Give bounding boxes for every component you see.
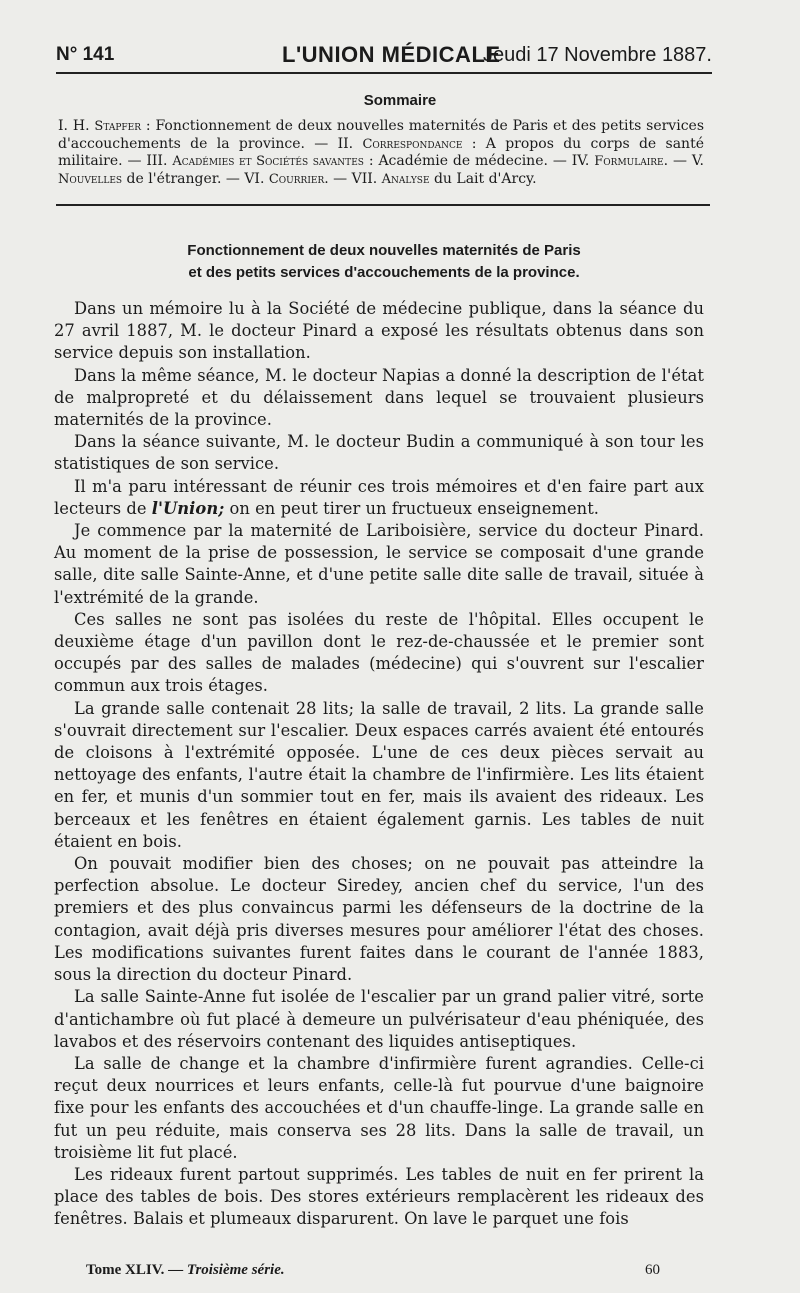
paragraph: Dans la même séance, M. le docteur Napias a donné la description de l'état de malpropreté et du délaissement dans lequel se trouvaient plusieurs maternités de la province.	[54, 365, 704, 430]
tome-label: Tome XLIV.	[86, 1262, 165, 1278]
paragraph: On pouvait modifier bien des choses; on ne pouvait pas atteindre la perfection absolue. Le docteur Siredey, ancien chef du service, l'un des premiers et des plus convaincus parmi les défenseurs de la doctrine de la contagion, avait déjà pris diverses mesures pour améliorer l'état des choses. Les modifications suivantes furent faites dans le courant de l'année 1883, sous la direction du docteur Pinard.	[54, 854, 704, 985]
paragraph: La grande salle contenait 28 lits; la salle de travail, 2 lits. La grande salle s'ouvrait directement sur l'escalier. Deux espaces carrés avaient été entourés de cloisons à l'extrémité opposée. L'une de ces deux pièces servait au nettoyage des enfants, l'autre était la chambre de l'infirmière. Les lits étaient en fer, et munis d'un sommier tout en fer, mais ils avaient des rideaux. Les berceaux et les fenêtres en étaient également garnis. Les tables de nuit étaient en bois.	[54, 698, 704, 851]
paragraph: Dans un mémoire lu à la Société de médecine publique, dans la séance du 27 avril 1887, M. le docteur Pinard a exposé les résultats obtenus dans son service depuis son installation.	[54, 299, 704, 363]
paragraph: La salle Sainte-Anne fut isolée de l'escalier par un grand palier vitré, sorte d'antichambre où fut placé à demeure un pulvérisateur d'eau phéniquée, des lavabos et des réservoirs contenant des liquides antiseptiques.	[54, 987, 704, 1051]
page-number: 60	[645, 1262, 660, 1278]
article-title-line-2: et des petits services d'accouchements de la province.	[188, 264, 580, 281]
header-rule	[56, 72, 712, 74]
sommaire-title: Sommaire	[363, 92, 437, 109]
paragraph: Ces salles ne sont pas isolées du reste de l'hôpital. Elles occupent le deuxième étage d'un pavillon dont le rez-de-chaussée et le premier sont occupés par des salles de malades (médecine) qui s'ouvrent sur l'escalier commun aux trois étages.	[54, 609, 704, 696]
page-footer: Tome XLIV. — Troisième série. 60	[86, 1262, 660, 1278]
paragraph: Il m'a paru intéressant de réunir ces trois mémoires et d'en faire part aux lecteurs de l'Union; on en peut tirer un fructueux enseignement.	[54, 476, 704, 518]
journal-reference: l'Union;	[151, 498, 225, 518]
page-header	[56, 40, 712, 70]
article-title-line-1: Fonctionnement de deux nouvelles maternités de Paris	[187, 242, 581, 259]
paragraph: Les rideaux furent partout supprimés. Les tables de nuit en fer prirent la place des tables de bois. Des stores extérieurs remplacèrent les rideaux des fenêtres. Balais et plumeaux disparurent. On lave le parquet une fois	[54, 1164, 704, 1229]
article-title	[60, 240, 708, 284]
paragraph: Je commence par la maternité de Lariboisière, service du docteur Pinard. Au moment de la prise de possession, le service se composait d'une grande salle, dite salle Sainte-Anne, et d'une petite salle dite salle de travail, située à l'extrémité de la grande.	[54, 521, 704, 607]
series-label: Troisième série.	[186, 1262, 285, 1278]
paragraph: La salle de change et la chambre d'infirmière furent agrandies. Celle-ci reçut deux nourrices et leurs enfants, celle-là fut pourvue d'une baignoire fixe pour les enfants des accouchées et d'un chauffe-linge. La grande salle en fut un peu réduite, mais conserva ses 28 lits. Dans la salle de travail, un troisième lit fut placé.	[54, 1053, 704, 1162]
sommaire-rule	[56, 204, 710, 206]
issue-number: N° 141	[56, 44, 115, 65]
paragraph: Dans la séance suivante, M. le docteur Budin a communiqué à son tour les statistiques de son service.	[54, 432, 704, 474]
sommaire-contents: I. H. Stapfer : Fonctionnement de deux nouvelles maternités de Paris et des petits services d'accouchements de la province. — II. Correspondance : A propos du corps de santé militaire. — III. Académies et Sociétés savantes : Académie de médecine. — IV. Formulaire. — V. Nouvelles de l'étranger. — VI. Courrier. — VII. Analyse du Lait d'Arcy.	[58, 118, 705, 187]
journal-title: L'UNION MÉDICALE	[282, 42, 501, 67]
article-body	[54, 298, 704, 1231]
issue-date: Jeudi 17 Novembre 1887.	[482, 44, 712, 66]
